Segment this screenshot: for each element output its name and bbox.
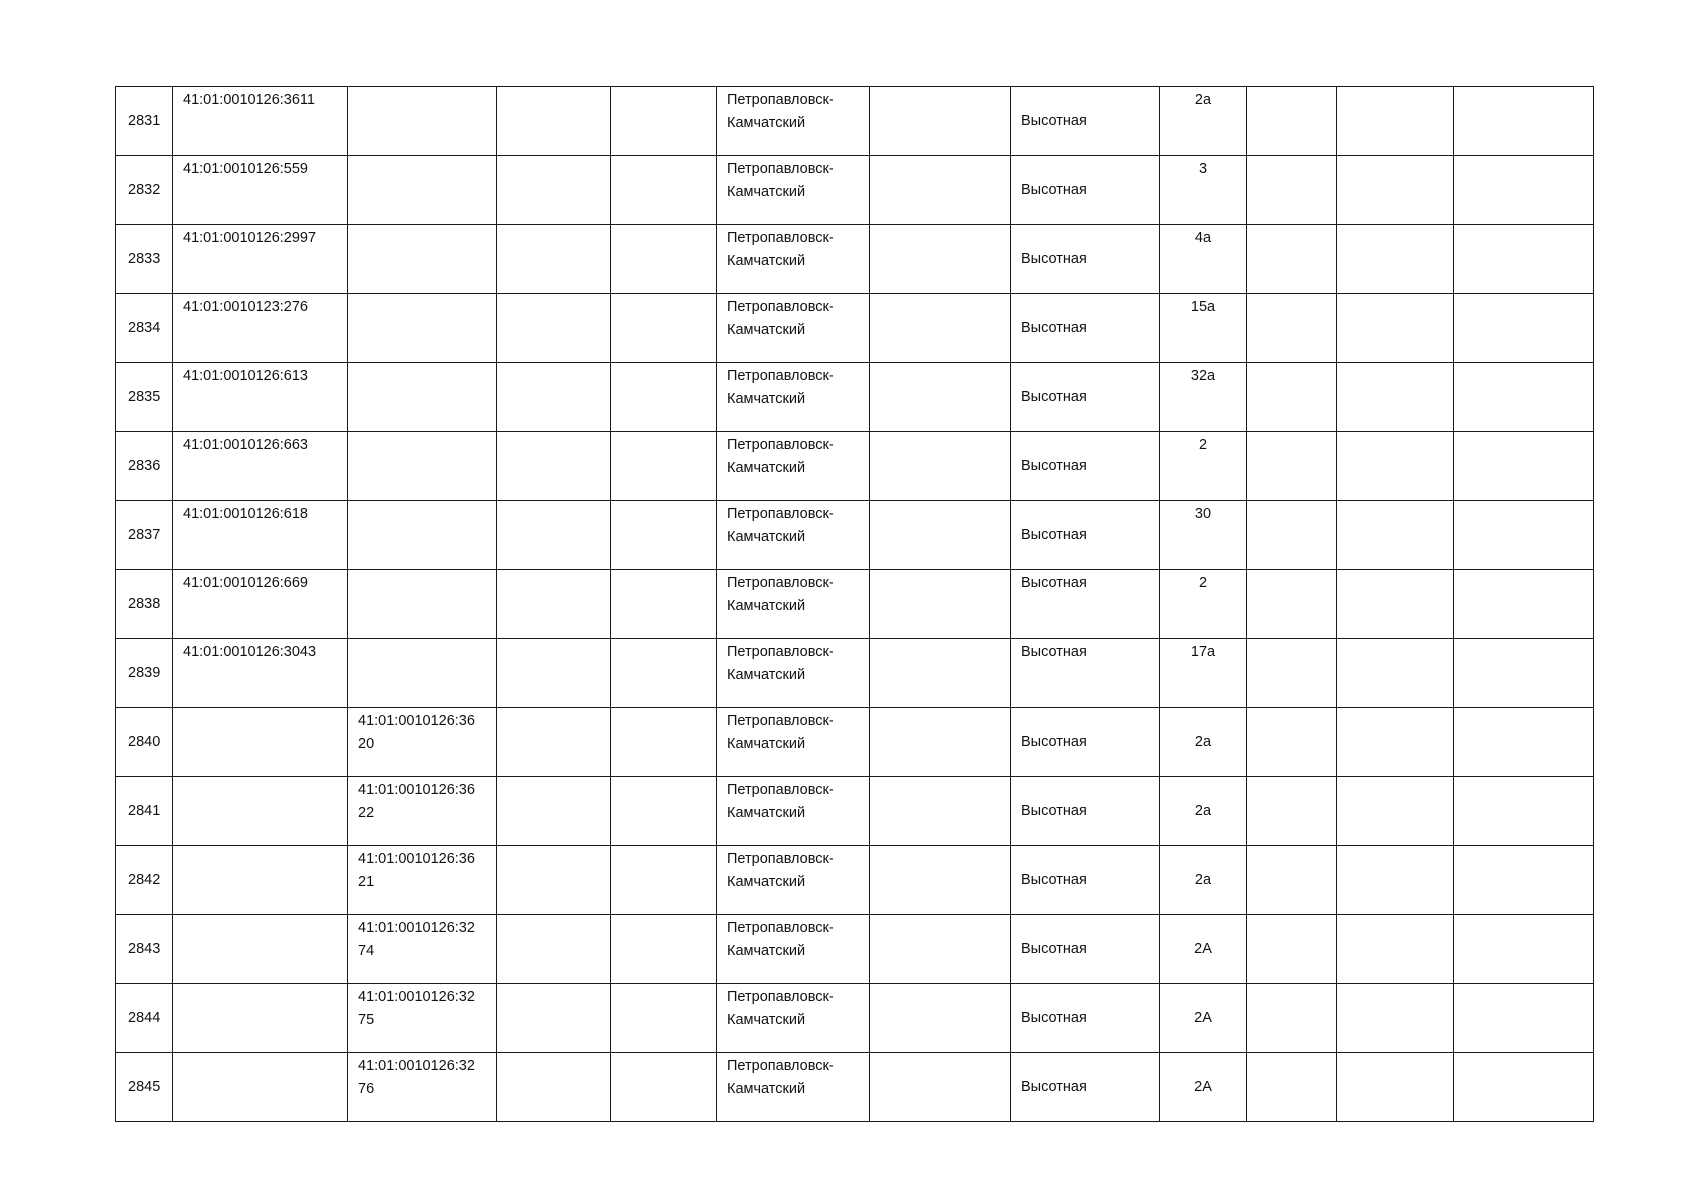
- table-row: [116, 501, 1594, 570]
- object-cadastral-number-part: 20: [358, 736, 375, 752]
- empty-cell: [1337, 915, 1454, 984]
- empty-cell: [497, 432, 611, 501]
- cadastral-number-cell: [173, 87, 348, 156]
- object-cadastral-number-part: 41:01:0010126:32: [358, 1058, 475, 1074]
- cadastral-number-cell: [173, 432, 348, 501]
- empty-cell: [870, 363, 1011, 432]
- row-number-cell: [116, 777, 173, 846]
- empty-cell: [497, 294, 611, 363]
- city-name-part: Камчатский: [727, 184, 806, 200]
- object-cadastral-number-cell: [348, 984, 497, 1053]
- house-number-cell: [1160, 87, 1247, 156]
- cadastral-number-cell: [173, 363, 348, 432]
- empty-cell: [497, 570, 611, 639]
- object-cadastral-number-part: 41:01:0010126:36: [358, 851, 475, 867]
- empty-cell: [870, 432, 1011, 501]
- street-cell: [1011, 225, 1160, 294]
- object-cadastral-number-cell: [348, 570, 497, 639]
- object-cadastral-number-part: 41:01:0010126:32: [358, 920, 475, 936]
- city-name-part: Камчатский: [727, 943, 806, 959]
- empty-cell: [497, 846, 611, 915]
- empty-cell: [611, 708, 717, 777]
- empty-cell: [1454, 156, 1594, 225]
- object-cadastral-number-cell: [348, 846, 497, 915]
- city-name-part: Камчатский: [727, 1012, 806, 1028]
- city-cell: [717, 639, 870, 708]
- city-name-part: Камчатский: [727, 667, 806, 683]
- house-number: 32а: [1190, 368, 1216, 384]
- city-name-part: Петропавловск-: [727, 782, 834, 798]
- house-number: 3: [1198, 161, 1208, 177]
- empty-cell: [1337, 708, 1454, 777]
- object-cadastral-number-cell: [348, 777, 497, 846]
- city-name-part: Петропавловск-: [727, 230, 834, 246]
- empty-cell: [1337, 777, 1454, 846]
- empty-cell: [497, 363, 611, 432]
- cadastral-number: 41:01:0010126:618: [183, 506, 308, 522]
- cadastral-number: 41:01:0010126:663: [183, 437, 308, 453]
- object-cadastral-number-cell: [348, 156, 497, 225]
- street-name: Высотная: [1021, 940, 1087, 957]
- row-number: 2845: [128, 1078, 161, 1095]
- row-number-cell: [116, 708, 173, 777]
- row-number: 2844: [128, 1009, 161, 1026]
- registry-table: [115, 86, 1594, 1122]
- street-name: Высотная: [1021, 802, 1087, 819]
- city-cell: [717, 501, 870, 570]
- empty-cell: [1337, 156, 1454, 225]
- table-row: [116, 915, 1594, 984]
- street-name: Высотная: [1021, 526, 1087, 543]
- row-number: 2832: [128, 181, 161, 198]
- street-cell: [1011, 639, 1160, 708]
- street-name: Высотная: [1021, 457, 1087, 474]
- cadastral-number: 41:01:0010126:669: [183, 575, 308, 591]
- empty-cell: [611, 225, 717, 294]
- row-number: 2833: [128, 250, 161, 267]
- street-cell: [1011, 501, 1160, 570]
- street-cell: [1011, 156, 1160, 225]
- empty-cell: [1337, 984, 1454, 1053]
- house-number-cell: [1160, 432, 1247, 501]
- object-cadastral-number-part: 74: [358, 943, 375, 959]
- empty-cell: [1337, 432, 1454, 501]
- cadastral-number-cell: [173, 846, 348, 915]
- row-number-cell: [116, 984, 173, 1053]
- cadastral-number: 41:01:0010126:559: [183, 161, 308, 177]
- empty-cell: [1337, 639, 1454, 708]
- object-cadastral-number-cell: [348, 639, 497, 708]
- house-number: 30: [1194, 506, 1212, 522]
- empty-cell: [1247, 156, 1337, 225]
- row-number-cell: [116, 570, 173, 639]
- city-cell: [717, 1053, 870, 1122]
- city-name-part: Петропавловск-: [727, 506, 834, 522]
- cadastral-number-cell: [173, 984, 348, 1053]
- empty-cell: [497, 225, 611, 294]
- empty-cell: [870, 570, 1011, 639]
- table-row: [116, 156, 1594, 225]
- empty-cell: [1337, 225, 1454, 294]
- empty-cell: [1247, 915, 1337, 984]
- street-cell: [1011, 777, 1160, 846]
- city-cell: [717, 432, 870, 501]
- house-number-cell: [1160, 156, 1247, 225]
- empty-cell: [1247, 639, 1337, 708]
- empty-cell: [611, 639, 717, 708]
- empty-cell: [870, 708, 1011, 777]
- empty-cell: [1454, 1053, 1594, 1122]
- house-number-cell: [1160, 225, 1247, 294]
- city-name-part: Камчатский: [727, 115, 806, 131]
- empty-cell: [611, 294, 717, 363]
- empty-cell: [497, 708, 611, 777]
- street-name: Высотная: [1021, 871, 1087, 888]
- empty-cell: [870, 639, 1011, 708]
- cadastral-number: 41:01:0010126:2997: [183, 230, 317, 246]
- empty-cell: [870, 1053, 1011, 1122]
- empty-cell: [1247, 570, 1337, 639]
- empty-cell: [870, 846, 1011, 915]
- city-name-part: Камчатский: [727, 874, 806, 890]
- house-number: 2: [1198, 437, 1208, 453]
- house-number: 2а: [1194, 92, 1212, 108]
- empty-cell: [1337, 846, 1454, 915]
- object-cadastral-number-cell: [348, 708, 497, 777]
- empty-cell: [870, 915, 1011, 984]
- empty-cell: [1247, 1053, 1337, 1122]
- house-number-cell: [1160, 708, 1247, 777]
- table-row: [116, 432, 1594, 501]
- registry-table-body: [116, 87, 1594, 1122]
- city-cell: [717, 846, 870, 915]
- row-number: 2839: [128, 664, 161, 681]
- empty-cell: [870, 156, 1011, 225]
- cadastral-number-cell: [173, 1053, 348, 1122]
- document-page: [115, 86, 1593, 1122]
- city-name-part: Камчатский: [727, 391, 806, 407]
- house-number: 4а: [1194, 230, 1212, 246]
- empty-cell: [1454, 846, 1594, 915]
- city-name-part: Петропавловск-: [727, 989, 834, 1005]
- house-number: 2А: [1194, 1009, 1212, 1026]
- city-name-part: Камчатский: [727, 529, 806, 545]
- cadastral-number-cell: [173, 777, 348, 846]
- empty-cell: [1454, 639, 1594, 708]
- empty-cell: [497, 639, 611, 708]
- empty-cell: [1454, 915, 1594, 984]
- empty-cell: [1337, 363, 1454, 432]
- empty-cell: [611, 363, 717, 432]
- street-cell: [1011, 915, 1160, 984]
- empty-cell: [497, 915, 611, 984]
- city-name-part: Камчатский: [727, 598, 806, 614]
- house-number-cell: [1160, 915, 1247, 984]
- object-cadastral-number-cell: [348, 432, 497, 501]
- cadastral-number-cell: [173, 570, 348, 639]
- empty-cell: [870, 87, 1011, 156]
- object-cadastral-number-part: 41:01:0010126:36: [358, 713, 475, 729]
- empty-cell: [870, 777, 1011, 846]
- row-number-cell: [116, 846, 173, 915]
- empty-cell: [870, 984, 1011, 1053]
- house-number: 2: [1198, 575, 1208, 591]
- house-number-cell: [1160, 501, 1247, 570]
- row-number-cell: [116, 501, 173, 570]
- street-name: Высотная: [1021, 181, 1087, 198]
- empty-cell: [1337, 294, 1454, 363]
- cadastral-number: 41:01:0010126:3611: [183, 92, 315, 108]
- empty-cell: [1454, 708, 1594, 777]
- city-name-part: Петропавловск-: [727, 368, 834, 384]
- cadastral-number-cell: [173, 294, 348, 363]
- empty-cell: [497, 156, 611, 225]
- empty-cell: [870, 225, 1011, 294]
- empty-cell: [1454, 363, 1594, 432]
- city-name-part: Камчатский: [727, 322, 806, 338]
- cadastral-number-cell: [173, 156, 348, 225]
- house-number-cell: [1160, 294, 1247, 363]
- cadastral-number-cell: [173, 639, 348, 708]
- street-cell: [1011, 1053, 1160, 1122]
- empty-cell: [611, 1053, 717, 1122]
- city-cell: [717, 363, 870, 432]
- table-row: [116, 363, 1594, 432]
- row-number-cell: [116, 225, 173, 294]
- empty-cell: [497, 777, 611, 846]
- row-number-cell: [116, 87, 173, 156]
- row-number: 2841: [128, 802, 161, 819]
- city-name-part: Петропавловск-: [727, 299, 834, 315]
- row-number: 2835: [128, 388, 161, 405]
- empty-cell: [611, 846, 717, 915]
- empty-cell: [1454, 501, 1594, 570]
- house-number: 2А: [1194, 1078, 1212, 1095]
- empty-cell: [497, 984, 611, 1053]
- street-name: Высотная: [1021, 112, 1087, 129]
- empty-cell: [1454, 432, 1594, 501]
- empty-cell: [1247, 294, 1337, 363]
- house-number: 2а: [1194, 802, 1212, 819]
- empty-cell: [611, 87, 717, 156]
- object-cadastral-number-part: 21: [358, 874, 375, 890]
- house-number-cell: [1160, 984, 1247, 1053]
- street-cell: [1011, 846, 1160, 915]
- empty-cell: [611, 984, 717, 1053]
- city-name-part: Петропавловск-: [727, 920, 834, 936]
- street-cell: [1011, 708, 1160, 777]
- street-name: Высотная: [1021, 1078, 1087, 1095]
- table-row: [116, 87, 1594, 156]
- cadastral-number-cell: [173, 225, 348, 294]
- city-cell: [717, 708, 870, 777]
- empty-cell: [1454, 570, 1594, 639]
- street-name: Высотная: [1021, 388, 1087, 405]
- empty-cell: [870, 294, 1011, 363]
- city-name-part: Камчатский: [727, 1081, 806, 1097]
- empty-cell: [1337, 570, 1454, 639]
- row-number-cell: [116, 1053, 173, 1122]
- house-number-cell: [1160, 846, 1247, 915]
- table-row: [116, 1053, 1594, 1122]
- street-cell: [1011, 87, 1160, 156]
- city-cell: [717, 984, 870, 1053]
- city-cell: [717, 156, 870, 225]
- street-cell: [1011, 363, 1160, 432]
- row-number-cell: [116, 156, 173, 225]
- street-name: Высотная: [1021, 250, 1087, 267]
- cadastral-number-cell: [173, 708, 348, 777]
- city-cell: [717, 915, 870, 984]
- cadastral-number-cell: [173, 915, 348, 984]
- row-number: 2837: [128, 526, 161, 543]
- row-number: 2838: [128, 595, 161, 612]
- city-name-part: Петропавловск-: [727, 92, 834, 108]
- city-name-part: Камчатский: [727, 736, 806, 752]
- object-cadastral-number-part: 76: [358, 1081, 375, 1097]
- city-cell: [717, 225, 870, 294]
- empty-cell: [1247, 432, 1337, 501]
- empty-cell: [611, 570, 717, 639]
- city-name-part: Петропавловск-: [727, 851, 834, 867]
- object-cadastral-number-part: 41:01:0010126:32: [358, 989, 475, 1005]
- street-name: Высотная: [1021, 1009, 1087, 1026]
- empty-cell: [870, 501, 1011, 570]
- street-name: Высотная: [1021, 733, 1087, 750]
- empty-cell: [611, 501, 717, 570]
- object-cadastral-number-cell: [348, 363, 497, 432]
- table-row: [116, 984, 1594, 1053]
- empty-cell: [1247, 777, 1337, 846]
- city-name-part: Петропавловск-: [727, 713, 834, 729]
- empty-cell: [1247, 363, 1337, 432]
- cadastral-number: 41:01:0010126:613: [183, 368, 308, 384]
- object-cadastral-number-cell: [348, 225, 497, 294]
- street-cell: [1011, 294, 1160, 363]
- empty-cell: [611, 777, 717, 846]
- house-number: 17а: [1190, 644, 1216, 660]
- row-number-cell: [116, 294, 173, 363]
- row-number: 2834: [128, 319, 161, 336]
- row-number-cell: [116, 639, 173, 708]
- empty-cell: [1337, 87, 1454, 156]
- city-name-part: Петропавловск-: [727, 1058, 834, 1074]
- street-name: Высотная: [1021, 575, 1087, 591]
- city-name-part: Петропавловск-: [727, 644, 834, 660]
- cadastral-number: 41:01:0010123:276: [183, 299, 308, 315]
- empty-cell: [497, 87, 611, 156]
- object-cadastral-number-part: 75: [358, 1012, 375, 1028]
- city-cell: [717, 294, 870, 363]
- house-number: 2А: [1194, 940, 1212, 957]
- city-name-part: Петропавловск-: [727, 575, 834, 591]
- empty-cell: [1247, 87, 1337, 156]
- city-name-part: Камчатский: [727, 253, 806, 269]
- row-number: 2831: [128, 112, 161, 129]
- house-number: 2а: [1194, 871, 1212, 888]
- city-name-part: Камчатский: [727, 460, 806, 476]
- house-number-cell: [1160, 570, 1247, 639]
- empty-cell: [1454, 777, 1594, 846]
- empty-cell: [1337, 1053, 1454, 1122]
- empty-cell: [611, 915, 717, 984]
- empty-cell: [1454, 87, 1594, 156]
- house-number: 15а: [1190, 299, 1216, 315]
- row-number: 2843: [128, 940, 161, 957]
- street-cell: [1011, 432, 1160, 501]
- empty-cell: [1454, 294, 1594, 363]
- object-cadastral-number-part: 22: [358, 805, 375, 821]
- empty-cell: [611, 156, 717, 225]
- table-row: [116, 570, 1594, 639]
- object-cadastral-number-cell: [348, 501, 497, 570]
- object-cadastral-number-cell: [348, 87, 497, 156]
- empty-cell: [497, 501, 611, 570]
- row-number-cell: [116, 915, 173, 984]
- city-cell: [717, 87, 870, 156]
- row-number: 2840: [128, 733, 161, 750]
- city-name-part: Петропавловск-: [727, 437, 834, 453]
- empty-cell: [1454, 984, 1594, 1053]
- house-number: 2а: [1194, 733, 1212, 750]
- street-cell: [1011, 984, 1160, 1053]
- cadastral-number-cell: [173, 501, 348, 570]
- row-number-cell: [116, 432, 173, 501]
- city-name-part: Камчатский: [727, 805, 806, 821]
- empty-cell: [1247, 501, 1337, 570]
- empty-cell: [1247, 984, 1337, 1053]
- empty-cell: [1247, 846, 1337, 915]
- empty-cell: [1337, 501, 1454, 570]
- object-cadastral-number-cell: [348, 915, 497, 984]
- row-number: 2842: [128, 871, 161, 888]
- table-row: [116, 846, 1594, 915]
- street-cell: [1011, 570, 1160, 639]
- empty-cell: [611, 432, 717, 501]
- table-row: [116, 225, 1594, 294]
- empty-cell: [1247, 225, 1337, 294]
- city-cell: [717, 777, 870, 846]
- table-row: [116, 639, 1594, 708]
- cadastral-number: 41:01:0010126:3043: [183, 644, 317, 660]
- object-cadastral-number-cell: [348, 1053, 497, 1122]
- empty-cell: [1454, 225, 1594, 294]
- table-row: [116, 708, 1594, 777]
- street-name: Высотная: [1021, 319, 1087, 336]
- house-number-cell: [1160, 1053, 1247, 1122]
- city-cell: [717, 570, 870, 639]
- house-number-cell: [1160, 777, 1247, 846]
- street-name: Высотная: [1021, 644, 1087, 660]
- empty-cell: [497, 1053, 611, 1122]
- table-row: [116, 294, 1594, 363]
- city-name-part: Петропавловск-: [727, 161, 834, 177]
- object-cadastral-number-cell: [348, 294, 497, 363]
- house-number-cell: [1160, 639, 1247, 708]
- house-number-cell: [1160, 363, 1247, 432]
- row-number: 2836: [128, 457, 161, 474]
- table-row: [116, 777, 1594, 846]
- row-number-cell: [116, 363, 173, 432]
- object-cadastral-number-part: 41:01:0010126:36: [358, 782, 475, 798]
- empty-cell: [1247, 708, 1337, 777]
